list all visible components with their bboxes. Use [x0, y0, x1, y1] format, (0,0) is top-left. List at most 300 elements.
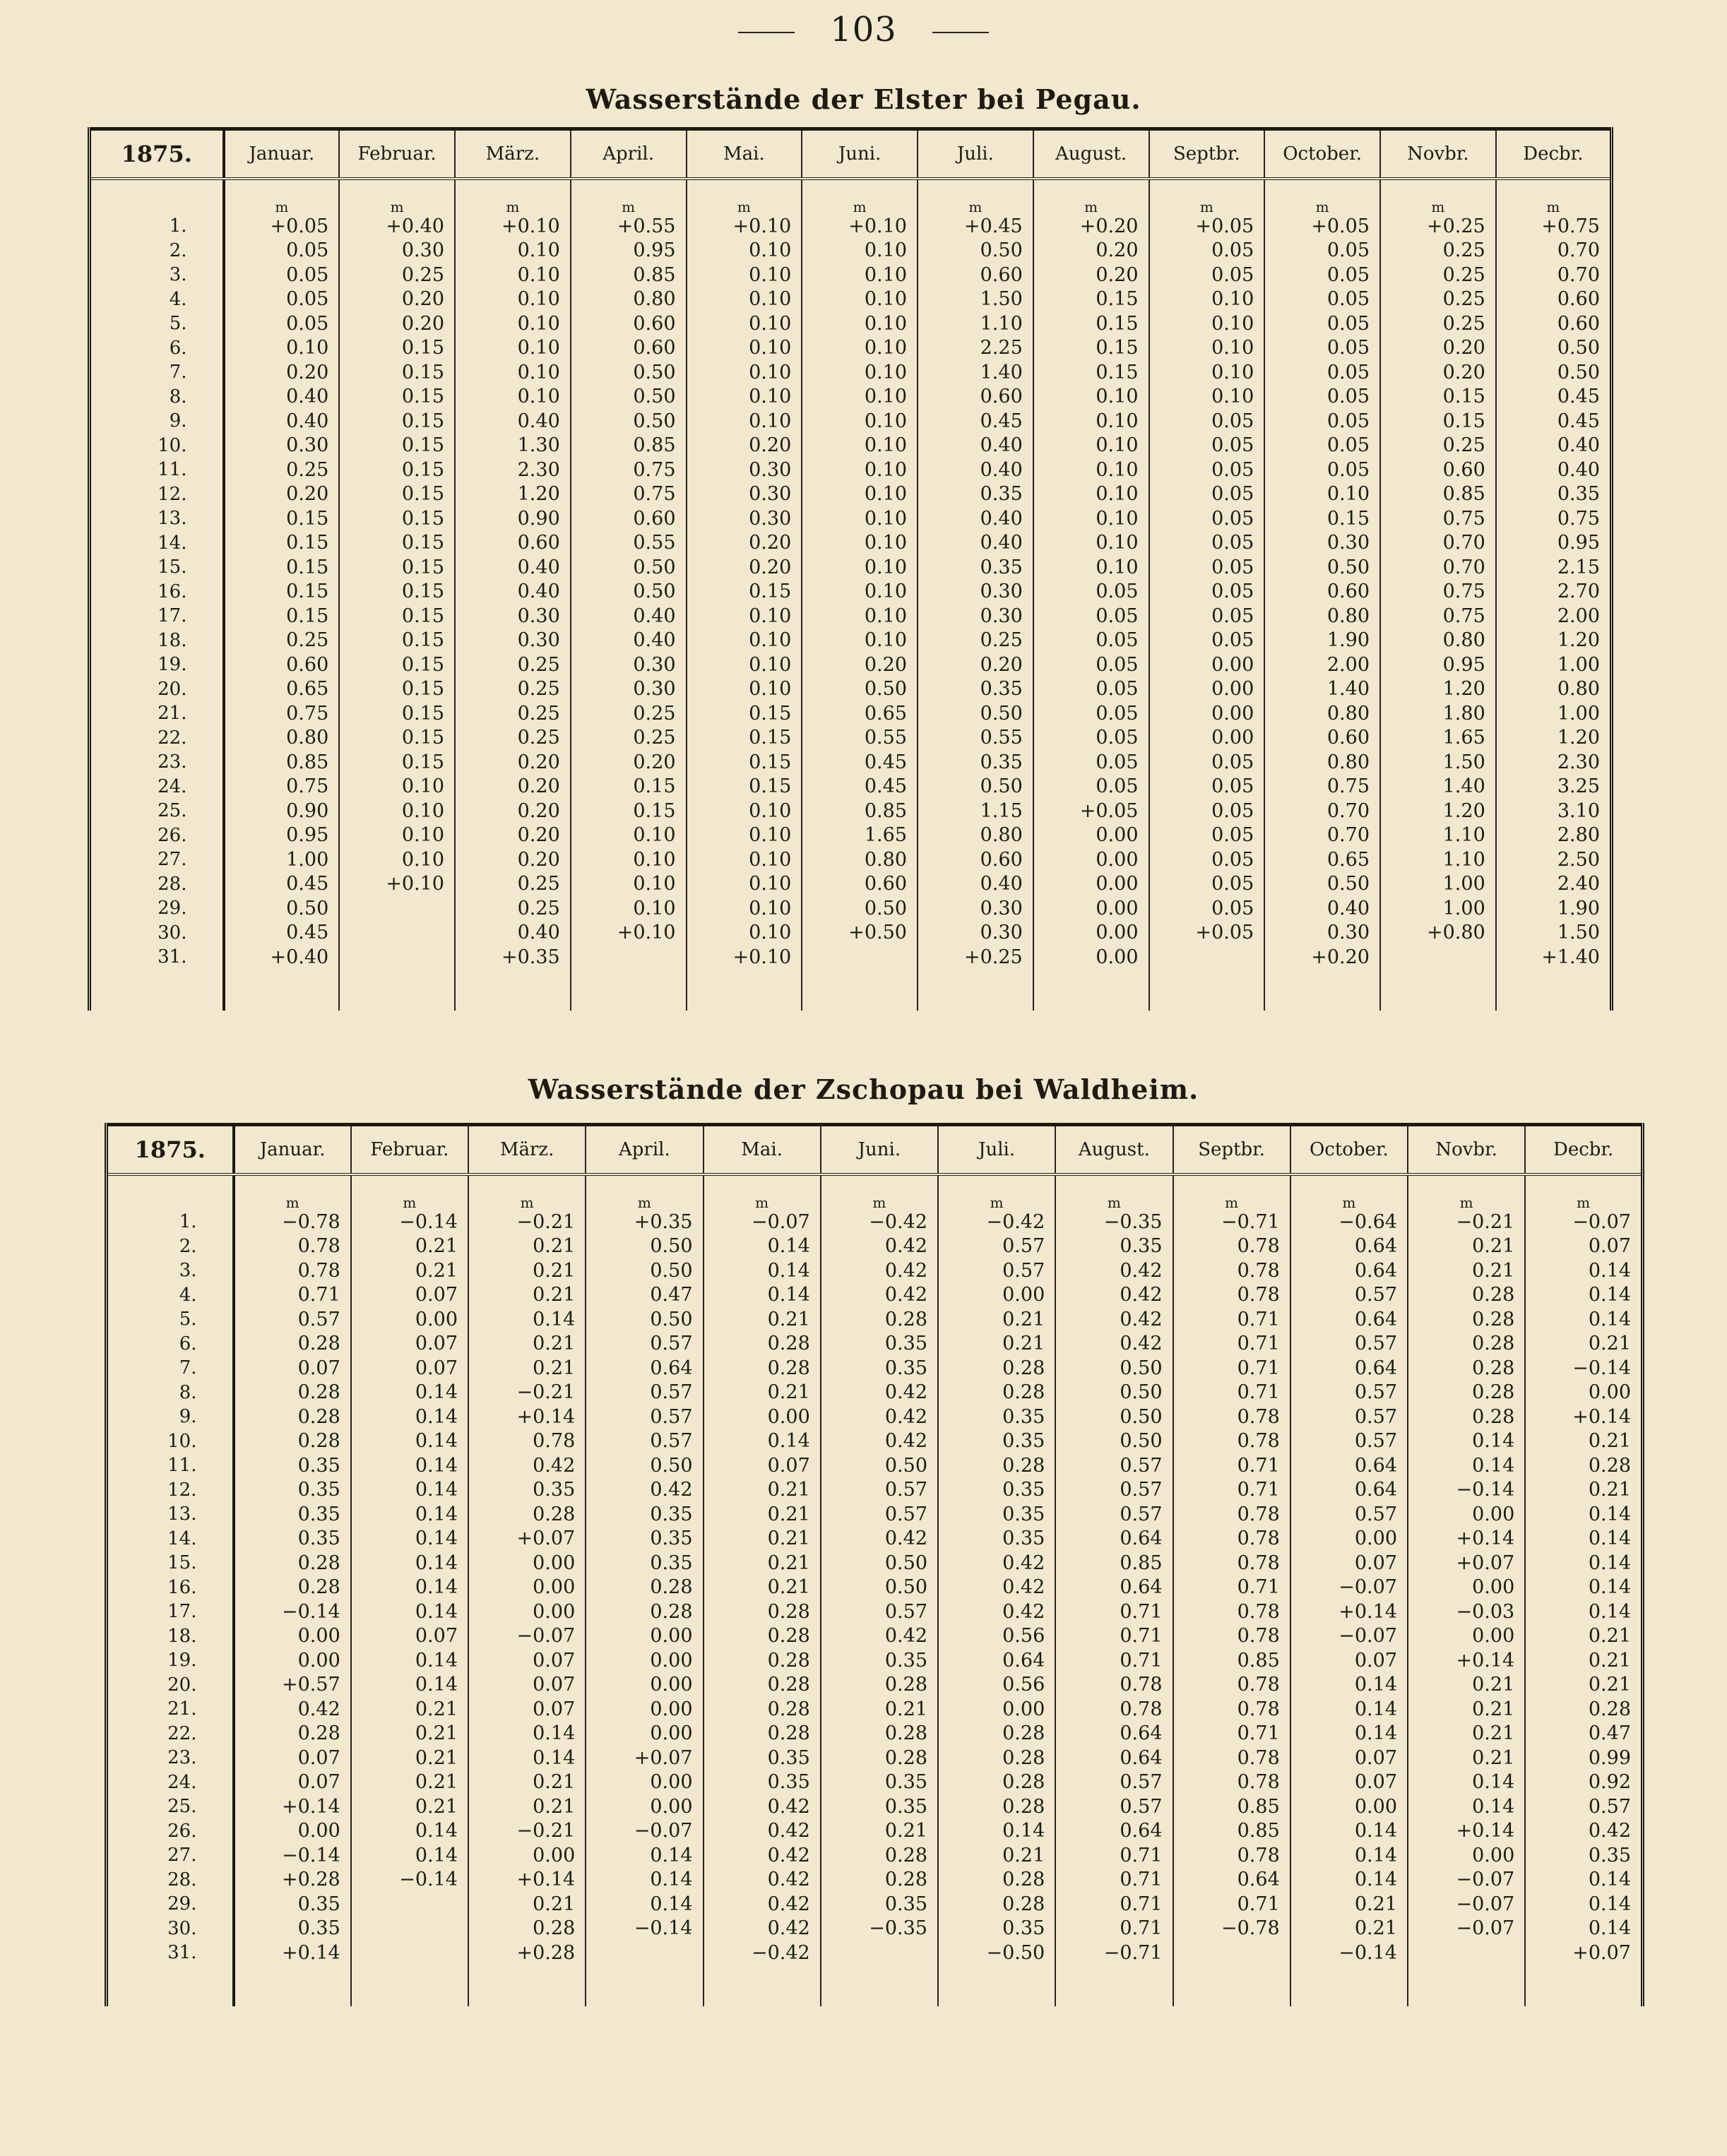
- value-cell: +0.07: [586, 1746, 703, 1770]
- value-cell: 0.80: [1496, 677, 1612, 702]
- value-cell: 0.45: [802, 775, 918, 799]
- value-cell: 0.15: [1033, 287, 1149, 312]
- value-cell: 0.00: [1149, 701, 1265, 726]
- value-cell: 1.00: [1380, 872, 1496, 897]
- value-cell: 0.05: [1149, 775, 1265, 799]
- unit-label: m: [687, 189, 802, 214]
- value-cell: 0.71: [1173, 1722, 1290, 1746]
- year-header: 1875.: [90, 129, 224, 179]
- value-cell: 0.10: [687, 847, 802, 872]
- value-cell: 0.15: [339, 750, 455, 775]
- value-cell: 0.20: [224, 360, 340, 385]
- day-label: 5.: [90, 311, 224, 336]
- month-header: Decbr.: [1496, 129, 1612, 179]
- value-cell: 0.14: [704, 1429, 821, 1454]
- rule-left: [738, 32, 795, 33]
- value-cell: 0.78: [1173, 1673, 1290, 1698]
- value-cell: 0.05: [1149, 555, 1265, 580]
- value-cell: 0.10: [802, 506, 918, 531]
- value-cell: 0.40: [455, 555, 571, 580]
- value-cell: 0.20: [687, 434, 802, 458]
- value-cell: 0.28: [821, 1746, 938, 1770]
- value-cell: 0.05: [1149, 434, 1265, 458]
- value-cell: 0.50: [586, 1453, 703, 1478]
- value-cell: 0.00: [1290, 1794, 1408, 1819]
- month-header: Februar.: [351, 1125, 468, 1175]
- value-cell: 0.21: [1408, 1258, 1525, 1283]
- value-cell: 0.05: [224, 311, 340, 336]
- value-cell: 0.14: [351, 1600, 468, 1624]
- value-cell: 3.25: [1496, 775, 1612, 799]
- value-cell: +0.14: [1408, 1819, 1525, 1844]
- value-cell: +0.14: [1525, 1405, 1642, 1429]
- tail-cell: [351, 1965, 468, 2006]
- value-cell: 0.10: [1264, 482, 1380, 507]
- value-cell: 0.00: [586, 1770, 703, 1795]
- table-row: [107, 1405, 1643, 1429]
- value-cell: 0.35: [234, 1892, 351, 1917]
- value-cell: 0.64: [1290, 1258, 1408, 1283]
- value-cell: 0.35: [234, 1453, 351, 1478]
- value-cell: 0.10: [1033, 555, 1149, 580]
- day-label: 27.: [107, 1843, 234, 1868]
- value-cell: 0.10: [1033, 385, 1149, 410]
- value-cell: 0.45: [1496, 409, 1612, 434]
- value-cell: 0.00: [1525, 1381, 1642, 1405]
- value-cell: 0.28: [1408, 1356, 1525, 1381]
- value-cell: 1.20: [1380, 799, 1496, 823]
- value-cell: 0.05: [1149, 409, 1265, 434]
- table-row: [90, 775, 1612, 799]
- value-cell: 0.35: [938, 1429, 1055, 1454]
- value-cell: 0.40: [1496, 434, 1612, 458]
- value-cell: 0.28: [704, 1697, 821, 1722]
- day-label: 7.: [90, 360, 224, 385]
- value-cell: 0.21: [938, 1332, 1055, 1357]
- value-cell: 1.20: [1496, 726, 1612, 751]
- day-label: 1.: [107, 1210, 234, 1234]
- value-cell: 0.42: [704, 1819, 821, 1844]
- tail-cell: [1496, 970, 1612, 1011]
- day-label: 28.: [90, 872, 224, 897]
- value-cell: 0.60: [1264, 726, 1380, 751]
- value-cell: 0.40: [918, 434, 1033, 458]
- value-cell: 0.07: [351, 1332, 468, 1357]
- value-cell: 0.64: [1290, 1356, 1408, 1381]
- value-cell: 0.10: [1149, 336, 1265, 361]
- value-cell: 1.50: [1496, 921, 1612, 946]
- value-cell: 0.05: [1149, 629, 1265, 653]
- spacer-cell: [90, 179, 224, 189]
- value-cell: 0.07: [234, 1746, 351, 1770]
- value-cell: 0.28: [234, 1332, 351, 1357]
- value-cell: 0.35: [821, 1332, 938, 1357]
- day-label: 25.: [90, 799, 224, 823]
- value-cell: 0.78: [1173, 1258, 1290, 1283]
- value-cell: 0.14: [704, 1283, 821, 1308]
- value-cell: 0.25: [571, 701, 687, 726]
- value-cell: 0.35: [938, 1917, 1055, 1941]
- unit-label: m: [1380, 189, 1496, 214]
- spacer-cell: [1033, 179, 1149, 189]
- value-cell: 0.40: [1264, 896, 1380, 921]
- value-cell: 0.10: [802, 409, 918, 434]
- value-cell: 0.05: [1149, 750, 1265, 775]
- month-header: Januar.: [234, 1125, 351, 1175]
- value-cell: 0.42: [821, 1234, 938, 1259]
- value-cell: 0.14: [351, 1843, 468, 1868]
- value-cell: 0.14: [351, 1478, 468, 1503]
- value-cell: −0.03: [1408, 1600, 1525, 1624]
- table-row: [107, 1892, 1643, 1917]
- value-cell: 0.20: [802, 653, 918, 677]
- day-label: 4.: [107, 1283, 234, 1308]
- value-cell: 0.21: [1408, 1673, 1525, 1698]
- table-row: [107, 1648, 1643, 1673]
- tail-cell: [571, 970, 687, 1011]
- value-cell: 0.10: [802, 239, 918, 263]
- value-cell: 0.10: [687, 239, 802, 263]
- unit-label: m: [1173, 1184, 1290, 1210]
- unit-label: m: [339, 189, 455, 214]
- value-cell: 0.57: [586, 1429, 703, 1454]
- table-row: [90, 555, 1612, 580]
- value-cell: +0.57: [234, 1673, 351, 1698]
- value-cell: [1380, 945, 1496, 970]
- table-row: [107, 1332, 1643, 1357]
- value-cell: 0.00: [1290, 1527, 1408, 1552]
- value-cell: [802, 945, 918, 970]
- table-row: [90, 629, 1612, 653]
- value-cell: 0.45: [224, 872, 340, 897]
- value-cell: 0.85: [224, 750, 340, 775]
- value-cell: 0.64: [1055, 1746, 1173, 1770]
- value-cell: 0.65: [802, 701, 918, 726]
- table-row: [90, 287, 1612, 312]
- page-number: [0, 10, 1727, 49]
- value-cell: 0.25: [1380, 239, 1496, 263]
- value-cell: 0.21: [938, 1843, 1055, 1868]
- value-cell: 1.00: [1496, 653, 1612, 677]
- value-cell: 0.15: [339, 458, 455, 482]
- value-cell: 0.14: [351, 1381, 468, 1405]
- value-cell: 0.28: [704, 1332, 821, 1357]
- value-cell: 0.21: [1290, 1917, 1408, 1941]
- value-cell: 0.00: [234, 1819, 351, 1844]
- value-cell: 0.00: [468, 1551, 586, 1576]
- month-header: Juni.: [821, 1125, 938, 1175]
- day-label: 16.: [107, 1576, 234, 1600]
- table-zschopau-waldheim: [105, 1123, 1644, 2006]
- value-cell: 0.45: [918, 409, 1033, 434]
- month-header: April.: [571, 129, 687, 179]
- value-cell: 0.00: [1149, 726, 1265, 751]
- table-row: [90, 726, 1612, 751]
- spacer-cell: [938, 1174, 1055, 1184]
- value-cell: 0.14: [1525, 1551, 1642, 1576]
- value-cell: 0.21: [468, 1770, 586, 1795]
- value-cell: 0.28: [1408, 1332, 1525, 1357]
- unit-label: m: [455, 189, 571, 214]
- value-cell: 0.35: [918, 677, 1033, 702]
- value-cell: 0.47: [1525, 1722, 1642, 1746]
- value-cell: 0.57: [1525, 1794, 1642, 1819]
- value-cell: 0.15: [1033, 336, 1149, 361]
- value-cell: 0.30: [455, 629, 571, 653]
- value-cell: 0.10: [1033, 506, 1149, 531]
- tail-cell: [821, 1965, 938, 2006]
- value-cell: +0.35: [586, 1210, 703, 1234]
- table-row: [107, 1843, 1643, 1868]
- table-row: [107, 1356, 1643, 1381]
- value-cell: −0.21: [468, 1819, 586, 1844]
- value-cell: −0.07: [704, 1210, 821, 1234]
- value-cell: 0.07: [1290, 1746, 1408, 1770]
- value-cell: +0.28: [234, 1868, 351, 1893]
- value-cell: 0.42: [938, 1551, 1055, 1576]
- value-cell: −0.07: [1408, 1917, 1525, 1941]
- value-cell: 0.14: [351, 1429, 468, 1454]
- tail-cell: [1380, 970, 1496, 1011]
- value-cell: 0.80: [1264, 701, 1380, 726]
- value-cell: 0.10: [802, 555, 918, 580]
- value-cell: 0.10: [339, 847, 455, 872]
- value-cell: 0.15: [339, 653, 455, 677]
- value-cell: 0.07: [1290, 1770, 1408, 1795]
- value-cell: 0.28: [938, 1453, 1055, 1478]
- value-cell: 0.15: [571, 799, 687, 823]
- value-cell: 0.05: [1033, 775, 1149, 799]
- value-cell: 0.85: [571, 434, 687, 458]
- value-cell: 0.35: [234, 1502, 351, 1527]
- day-label: 31.: [107, 1941, 234, 1965]
- value-cell: 0.47: [586, 1283, 703, 1308]
- table-row: [90, 239, 1612, 263]
- rule-right: [932, 32, 989, 33]
- value-cell: 0.78: [234, 1234, 351, 1259]
- value-cell: 0.00: [468, 1576, 586, 1600]
- spacer-cell: [704, 1174, 821, 1184]
- day-label: 18.: [90, 629, 224, 653]
- day-label: 26.: [90, 823, 224, 848]
- month-header: Juli.: [918, 129, 1033, 179]
- value-cell: 0.25: [1380, 311, 1496, 336]
- value-cell: 0.14: [1290, 1673, 1408, 1698]
- value-cell: 0.25: [339, 263, 455, 287]
- value-cell: 0.57: [1290, 1429, 1408, 1454]
- value-cell: 0.07: [468, 1697, 586, 1722]
- value-cell: +0.35: [455, 945, 571, 970]
- value-cell: 0.15: [339, 531, 455, 556]
- value-cell: 0.00: [234, 1648, 351, 1673]
- value-cell: 2.80: [1496, 823, 1612, 848]
- value-cell: 0.14: [704, 1234, 821, 1259]
- day-label: 29.: [90, 896, 224, 921]
- value-cell: 0.55: [571, 531, 687, 556]
- value-cell: −0.07: [1290, 1576, 1408, 1600]
- value-cell: 0.78: [1173, 1502, 1290, 1527]
- value-cell: 1.90: [1264, 629, 1380, 653]
- value-cell: 0.35: [938, 1527, 1055, 1552]
- value-cell: 0.10: [802, 580, 918, 604]
- value-cell: 0.71: [234, 1283, 351, 1308]
- value-cell: −0.42: [821, 1210, 938, 1234]
- table-row: [90, 604, 1612, 629]
- unit-label: m: [938, 1184, 1055, 1210]
- value-cell: 0.78: [1173, 1527, 1290, 1552]
- value-cell: 0.10: [802, 385, 918, 410]
- header-row: [107, 1125, 1643, 1175]
- value-cell: 0.05: [1149, 799, 1265, 823]
- value-cell: 0.21: [468, 1356, 586, 1381]
- value-cell: 0.28: [821, 1307, 938, 1332]
- value-cell: +0.07: [468, 1527, 586, 1552]
- value-cell: 0.57: [938, 1234, 1055, 1259]
- value-cell: 1.40: [918, 360, 1033, 385]
- value-cell: +0.20: [1264, 945, 1380, 970]
- value-cell: 0.14: [351, 1453, 468, 1478]
- table-title-elster: Wasserstände der Elster bei Pegau.: [586, 83, 1141, 115]
- value-cell: 1.40: [1380, 775, 1496, 799]
- value-cell: 0.57: [234, 1307, 351, 1332]
- value-cell: 0.14: [351, 1551, 468, 1576]
- value-cell: 0.50: [802, 677, 918, 702]
- value-cell: 0.10: [687, 896, 802, 921]
- value-cell: 0.42: [704, 1794, 821, 1819]
- value-cell: 0.78: [1173, 1234, 1290, 1259]
- value-cell: +0.10: [687, 945, 802, 970]
- tail-cell: [918, 970, 1033, 1011]
- value-cell: 0.30: [918, 921, 1033, 946]
- value-cell: 0.78: [1173, 1624, 1290, 1649]
- value-cell: 0.00: [468, 1843, 586, 1868]
- value-cell: 0.21: [351, 1770, 468, 1795]
- tail-cell: [339, 970, 455, 1011]
- value-cell: 0.20: [1380, 360, 1496, 385]
- value-cell: 0.55: [802, 726, 918, 751]
- month-header: October.: [1264, 129, 1380, 179]
- value-cell: 0.15: [1033, 360, 1149, 385]
- value-cell: 0.42: [704, 1843, 821, 1868]
- value-cell: 0.40: [918, 872, 1033, 897]
- unit-label: m: [1264, 189, 1380, 214]
- value-cell: 0.21: [468, 1892, 586, 1917]
- value-cell: 0.05: [1033, 677, 1149, 702]
- value-cell: 0.57: [586, 1332, 703, 1357]
- value-cell: 0.21: [704, 1527, 821, 1552]
- value-cell: 0.28: [704, 1600, 821, 1624]
- value-cell: 0.00: [586, 1673, 703, 1698]
- spacer-cell: [468, 1174, 586, 1184]
- value-cell: +0.07: [1408, 1551, 1525, 1576]
- value-cell: 0.50: [571, 409, 687, 434]
- day-label: 12.: [107, 1478, 234, 1503]
- value-cell: 0.05: [1149, 872, 1265, 897]
- value-cell: 0.42: [821, 1381, 938, 1405]
- value-cell: +0.14: [468, 1405, 586, 1429]
- table-row: [107, 1941, 1643, 1965]
- table-row: [90, 311, 1612, 336]
- value-cell: 0.28: [468, 1502, 586, 1527]
- value-cell: 0.21: [1290, 1892, 1408, 1917]
- tail-cell: [1525, 1965, 1642, 2006]
- day-label: 3.: [107, 1258, 234, 1283]
- month-header: April.: [586, 1125, 703, 1175]
- value-cell: 0.10: [687, 311, 802, 336]
- day-label: 15.: [90, 555, 224, 580]
- value-cell: 0.05: [1264, 336, 1380, 361]
- table-row: [107, 1478, 1643, 1503]
- value-cell: 0.71: [1173, 1478, 1290, 1503]
- spacer-cell: [1173, 1174, 1290, 1184]
- value-cell: 0.07: [234, 1356, 351, 1381]
- value-cell: 0.35: [938, 1478, 1055, 1503]
- value-cell: 0.14: [1290, 1868, 1408, 1893]
- value-cell: 0.28: [821, 1673, 938, 1698]
- value-cell: 0.21: [351, 1746, 468, 1770]
- value-cell: 0.25: [1380, 287, 1496, 312]
- month-header: August.: [1055, 1125, 1173, 1175]
- value-cell: −0.21: [468, 1381, 586, 1405]
- value-cell: 0.15: [339, 726, 455, 751]
- value-cell: 0.35: [821, 1356, 938, 1381]
- value-cell: 2.30: [455, 458, 571, 482]
- tail-cell: [90, 970, 224, 1011]
- value-cell: 0.90: [224, 799, 340, 823]
- value-cell: 0.14: [586, 1868, 703, 1893]
- value-cell: 0.35: [938, 1502, 1055, 1527]
- value-cell: 0.00: [586, 1697, 703, 1722]
- value-cell: 0.07: [351, 1624, 468, 1649]
- value-cell: 0.10: [571, 847, 687, 872]
- value-cell: +0.14: [1290, 1600, 1408, 1624]
- month-header: Novbr.: [1408, 1125, 1525, 1175]
- value-cell: 0.70: [1496, 239, 1612, 263]
- value-cell: 1.65: [1380, 726, 1496, 751]
- value-cell: 0.14: [1525, 1307, 1642, 1332]
- value-cell: 0.21: [468, 1332, 586, 1357]
- value-cell: 0.42: [821, 1283, 938, 1308]
- day-label: 11.: [107, 1453, 234, 1478]
- value-cell: 2.00: [1264, 653, 1380, 677]
- value-cell: 0.28: [586, 1576, 703, 1600]
- day-label: 8.: [107, 1381, 234, 1405]
- value-cell: −0.14: [234, 1600, 351, 1624]
- table-row: [107, 1600, 1643, 1624]
- value-cell: 0.50: [1055, 1405, 1173, 1429]
- value-cell: 0.60: [918, 847, 1033, 872]
- value-cell: 0.15: [339, 701, 455, 726]
- value-cell: 0.14: [468, 1746, 586, 1770]
- value-cell: 0.05: [1264, 239, 1380, 263]
- value-cell: 0.28: [1408, 1283, 1525, 1308]
- table-row: [107, 1551, 1643, 1576]
- value-cell: 0.07: [1290, 1648, 1408, 1673]
- value-cell: 0.28: [1408, 1381, 1525, 1405]
- tail-cell: [1173, 1965, 1290, 2006]
- value-cell: 0.64: [1290, 1307, 1408, 1332]
- value-cell: 0.07: [468, 1648, 586, 1673]
- value-cell: 2.30: [1496, 750, 1612, 775]
- value-cell: 0.15: [339, 506, 455, 531]
- month-header: October.: [1290, 1125, 1408, 1175]
- month-header: März.: [455, 129, 571, 179]
- tail-cell: [468, 1965, 586, 2006]
- value-cell: 0.30: [918, 896, 1033, 921]
- table-row: [90, 921, 1612, 946]
- unit-label: m: [468, 1184, 586, 1210]
- value-cell: 0.42: [821, 1527, 938, 1552]
